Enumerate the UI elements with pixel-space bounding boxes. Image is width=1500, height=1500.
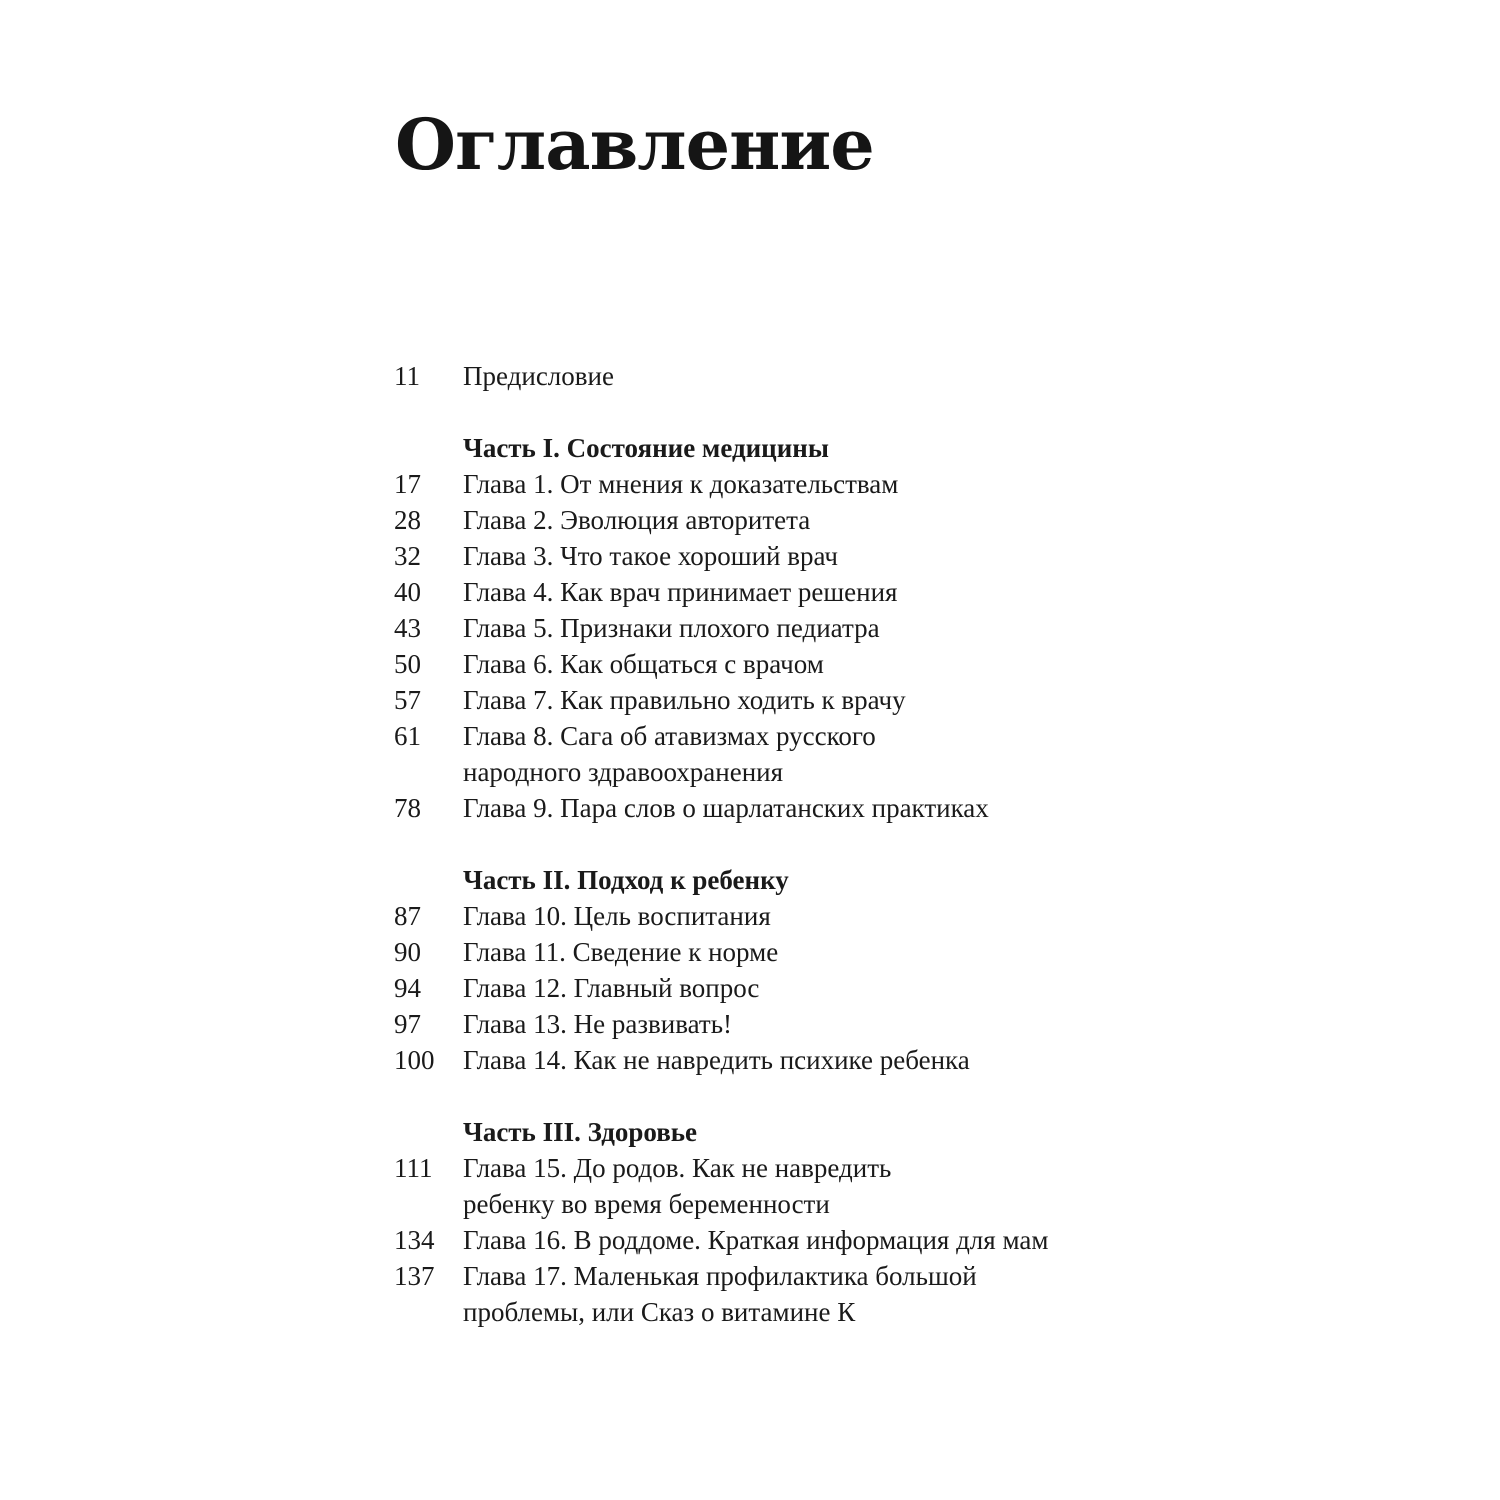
page-number: 61: [394, 721, 421, 751]
toc-entry-chapter-9: [394, 790, 1154, 826]
toc-entry-chapter-16: [394, 1222, 1154, 1258]
page-number: 94: [394, 973, 421, 1003]
section-gap: [394, 1078, 1154, 1114]
section-gap: [394, 826, 1154, 862]
toc-entry-chapter-3: [394, 538, 1154, 574]
entry-title-line-2: народного здравоохранения: [463, 757, 784, 787]
entry-title: Глава 7. Как правильно ходить к врачу: [463, 685, 906, 715]
toc-entry-chapter-7: [394, 682, 1154, 718]
entry-title-line-1: Глава 15. До родов. Как не навредить: [463, 1153, 892, 1183]
entry-title: Предисловие: [463, 361, 614, 391]
page-number: 11: [394, 361, 420, 391]
section-gap: [394, 394, 1154, 430]
entry-title-line-2: ребенку во время беременности: [463, 1189, 830, 1219]
entry-title: Глава 5. Признаки плохого педиатра: [463, 613, 880, 643]
toc-entry-chapter-1: [394, 466, 1154, 502]
entry-title: [463, 1150, 1154, 1222]
entry-title: Глава 16. В роддоме. Краткая информация для мам: [463, 1225, 1049, 1255]
part-heading-1: [394, 430, 1154, 466]
part-title: Часть III. Здоровье: [463, 1117, 698, 1147]
part-title: Часть II. Подход к ребенку: [463, 865, 789, 895]
entry-title: Глава 13. Не развивать!: [463, 1009, 733, 1039]
page-number: 100: [394, 1045, 435, 1075]
toc-entry-chapter-13: [394, 1006, 1154, 1042]
entry-title: Глава 4. Как врач принимает решения: [463, 577, 898, 607]
table-of-contents: [394, 358, 1154, 1330]
page-number: 111: [394, 1153, 433, 1183]
page-number: 17: [394, 469, 421, 499]
page-number: 137: [394, 1261, 435, 1291]
entry-title: Глава 11. Сведение к норме: [463, 937, 779, 967]
page-number: 28: [394, 505, 421, 535]
entry-title: [463, 718, 1154, 790]
entry-title-line-1: Глава 8. Сага об атавизмах русского: [463, 721, 876, 751]
entry-title-line-1: Глава 17. Маленькая профилактика большой: [463, 1261, 977, 1291]
page-number: 40: [394, 577, 421, 607]
part-title: Часть I. Состояние медицины: [463, 433, 829, 463]
page-number: 43: [394, 613, 421, 643]
toc-entry-chapter-2: [394, 502, 1154, 538]
part-heading-3: [394, 1114, 1154, 1150]
entry-title: Глава 10. Цель воспитания: [463, 901, 771, 931]
page-title: Оглавление: [395, 103, 874, 186]
entry-title: Глава 3. Что такое хороший врач: [463, 541, 838, 571]
toc-entry-chapter-12: [394, 970, 1154, 1006]
toc-entry-chapter-15: [394, 1150, 1154, 1222]
entry-title-line-2: проблемы, или Сказ о витамине К: [463, 1297, 856, 1327]
entry-title: Глава 6. Как общаться с врачом: [463, 649, 824, 679]
toc-entry-preface: [394, 358, 1154, 394]
toc-entry-chapter-4: [394, 574, 1154, 610]
page-number: 57: [394, 685, 421, 715]
entry-title: Глава 14. Как не навредить психике ребенка: [463, 1045, 970, 1075]
toc-entry-chapter-17: [394, 1258, 1154, 1330]
entry-title: Глава 12. Главный вопрос: [463, 973, 760, 1003]
page-number: 134: [394, 1225, 435, 1255]
page-number: 32: [394, 541, 421, 571]
page-number: 87: [394, 901, 421, 931]
toc-entry-chapter-11: [394, 934, 1154, 970]
entry-title: Глава 9. Пара слов о шарлатанских практиках: [463, 793, 989, 823]
toc-entry-chapter-6: [394, 646, 1154, 682]
toc-entry-chapter-5: [394, 610, 1154, 646]
toc-entry-chapter-10: [394, 898, 1154, 934]
page-number: 78: [394, 793, 421, 823]
page-number: 97: [394, 1009, 421, 1039]
entry-title: [463, 1258, 1154, 1330]
page-number: 90: [394, 937, 421, 967]
page-number: 50: [394, 649, 421, 679]
entry-title: Глава 2. Эволюция авторитета: [463, 505, 811, 535]
part-heading-2: [394, 862, 1154, 898]
toc-entry-chapter-8: [394, 718, 1154, 790]
toc-entry-chapter-14: [394, 1042, 1154, 1078]
entry-title: Глава 1. От мнения к доказательствам: [463, 469, 899, 499]
